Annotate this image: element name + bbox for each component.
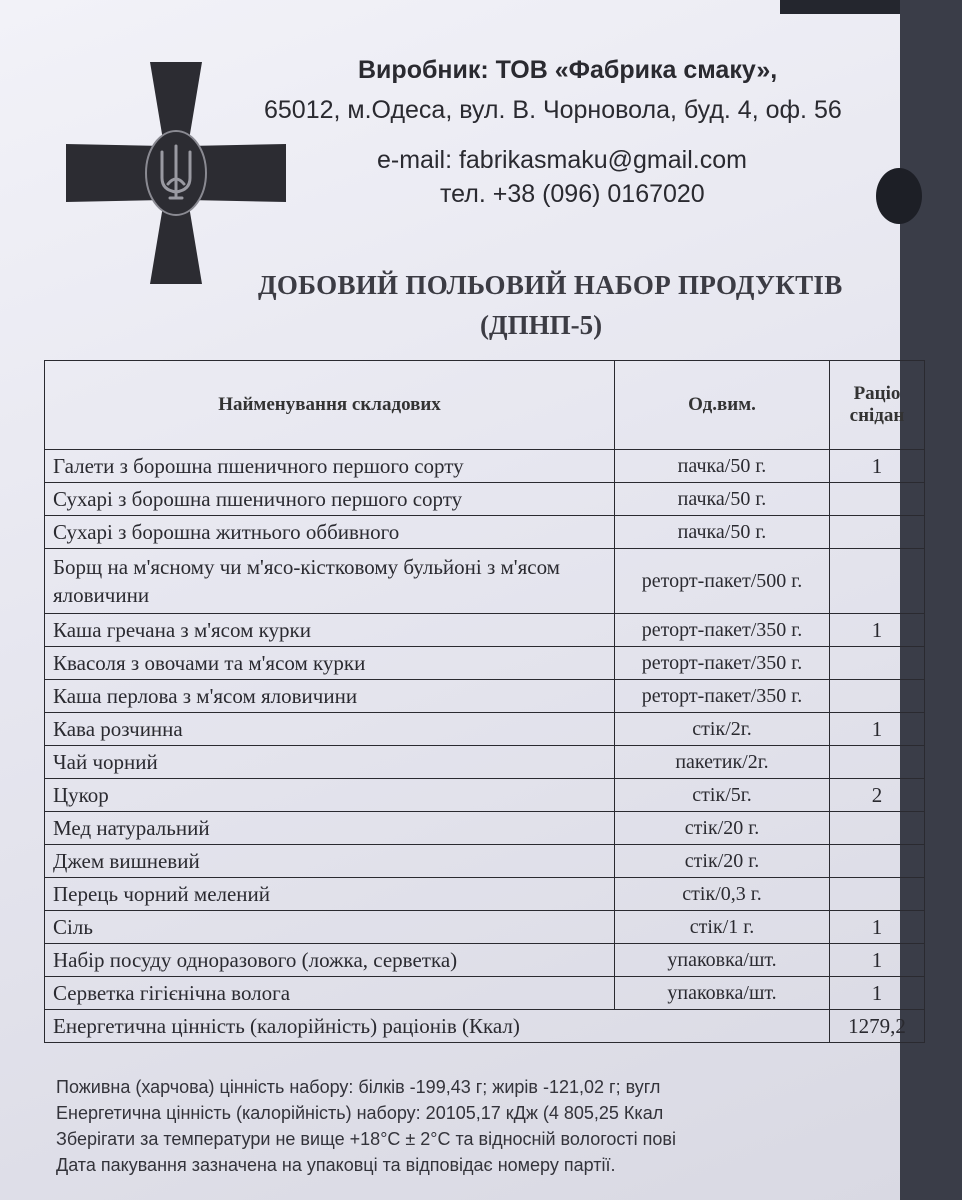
- document-title: ДОБОВИЙ ПОЛЬОВИЙ НАБОР ПРОДУКТІВ: [258, 270, 843, 300]
- item-quantity: 1: [830, 713, 925, 746]
- item-unit: стік/0,3 г.: [615, 878, 830, 911]
- item-unit: реторт-пакет/350 г.: [615, 647, 830, 680]
- table-row: [45, 911, 925, 944]
- item-quantity: [830, 647, 925, 680]
- manufacturer-name: Виробник: ТОВ «Фабрика смаку»,: [358, 56, 778, 84]
- item-name: Сіль: [45, 911, 615, 944]
- item-unit: пачка/50 г.: [615, 516, 830, 549]
- item-quantity: 1: [830, 977, 925, 1010]
- table-row: [45, 746, 925, 779]
- manufacturer-phone: тел. +38 (096) 0167020: [440, 180, 705, 208]
- energy-value: 1279,2: [830, 1010, 925, 1043]
- energy-row: [45, 1010, 925, 1043]
- table-row: [45, 779, 925, 812]
- item-quantity: 1: [830, 911, 925, 944]
- item-name: Джем вишневий: [45, 845, 615, 878]
- item-name: Сухарі з борошна пшеничного першого сорту: [45, 483, 615, 516]
- table-row: [45, 483, 925, 516]
- background-corner: [780, 0, 900, 14]
- edge-circle-mark: [876, 168, 922, 224]
- table-row: [45, 516, 925, 549]
- table-row: [45, 977, 925, 1010]
- item-name: Мед натуральний: [45, 812, 615, 845]
- item-unit: стік/1 г.: [615, 911, 830, 944]
- header-quantity-line2: снідан: [849, 405, 905, 426]
- item-name: Квасоля з овочами та м'ясом курки: [45, 647, 615, 680]
- table-row: [45, 450, 925, 483]
- table-row: [45, 845, 925, 878]
- cross-trident-emblem-icon: [66, 62, 286, 284]
- header-name: Найменування складових: [45, 361, 615, 450]
- table-row: [45, 812, 925, 845]
- table-row: [45, 878, 925, 911]
- item-quantity: [830, 680, 925, 713]
- item-name: Набір посуду одноразового (ложка, серветка): [45, 944, 615, 977]
- item-quantity: 1: [830, 944, 925, 977]
- packing-date-note: Дата пакування зазначена на упаковці та відповідає номеру партії.: [56, 1155, 616, 1175]
- item-name: Перець чорний мелений: [45, 878, 615, 911]
- item-quantity: [830, 516, 925, 549]
- manufacturer-address: 65012, м.Одеса, вул. В. Чорновола, буд. 4, оф. 56: [264, 96, 842, 124]
- item-name: Серветка гігієнічна волога: [45, 977, 615, 1010]
- item-unit: стік/2г.: [615, 713, 830, 746]
- item-unit: упаковка/шт.: [615, 977, 830, 1010]
- table-row: [45, 647, 925, 680]
- item-quantity: 2: [830, 779, 925, 812]
- item-name: Борщ на м'ясному чи м'ясо-кістковому бульйоні з м'ясом яловичини: [45, 549, 615, 614]
- item-unit: стік/20 г.: [615, 845, 830, 878]
- ration-table: [44, 360, 925, 1043]
- item-unit: реторт-пакет/500 г.: [615, 549, 830, 614]
- item-name: Кава розчинна: [45, 713, 615, 746]
- footer-notes: [56, 1074, 956, 1178]
- item-name: Каша перлова з м'ясом яловичини: [45, 680, 615, 713]
- document-subtitle: (ДПНП-5): [480, 310, 603, 340]
- item-unit: пачка/50 г.: [615, 450, 830, 483]
- item-quantity: [830, 549, 925, 614]
- header-quantity: [830, 361, 925, 450]
- item-unit: пакетик/2г.: [615, 746, 830, 779]
- table-row: [45, 713, 925, 746]
- item-name: Чай чорний: [45, 746, 615, 779]
- energy-label: Енергетична цінність (калорійність) раціонів (Ккал): [45, 1010, 830, 1043]
- item-name: Каша гречана з м'ясом курки: [45, 614, 615, 647]
- item-quantity: [830, 746, 925, 779]
- table-row: [45, 680, 925, 713]
- item-name: Цукор: [45, 779, 615, 812]
- item-quantity: 1: [830, 450, 925, 483]
- item-unit: реторт-пакет/350 г.: [615, 614, 830, 647]
- storage-note: Зберігати за температури не вище +18°С ± 2°С та відносній вологості пові: [56, 1129, 676, 1149]
- item-name: Сухарі з борошна житнього оббивного: [45, 516, 615, 549]
- item-unit: стік/5г.: [615, 779, 830, 812]
- header-quantity-line1: Раціо: [853, 383, 901, 404]
- manufacturer-email: e-mail: fabrikasmaku@gmail.com: [377, 146, 747, 174]
- table-row: [45, 614, 925, 647]
- item-unit: упаковка/шт.: [615, 944, 830, 977]
- item-unit: стік/20 г.: [615, 812, 830, 845]
- item-unit: пачка/50 г.: [615, 483, 830, 516]
- item-quantity: [830, 483, 925, 516]
- item-quantity: [830, 845, 925, 878]
- table-row: [45, 944, 925, 977]
- nutrition-note: Поживна (харчова) цінність набору: білків -199,43 г; жирів -121,02 г; вугл: [56, 1077, 661, 1097]
- item-name: Галети з борошна пшеничного першого сорту: [45, 450, 615, 483]
- table-row: [45, 549, 925, 614]
- item-quantity: [830, 878, 925, 911]
- item-quantity: 1: [830, 614, 925, 647]
- item-quantity: [830, 812, 925, 845]
- energy-note: Енергетична цінність (калорійність) набору: 20105,17 кДж (4 805,25 Ккал: [56, 1103, 664, 1123]
- header-unit: Од.вим.: [615, 361, 830, 450]
- item-unit: реторт-пакет/350 г.: [615, 680, 830, 713]
